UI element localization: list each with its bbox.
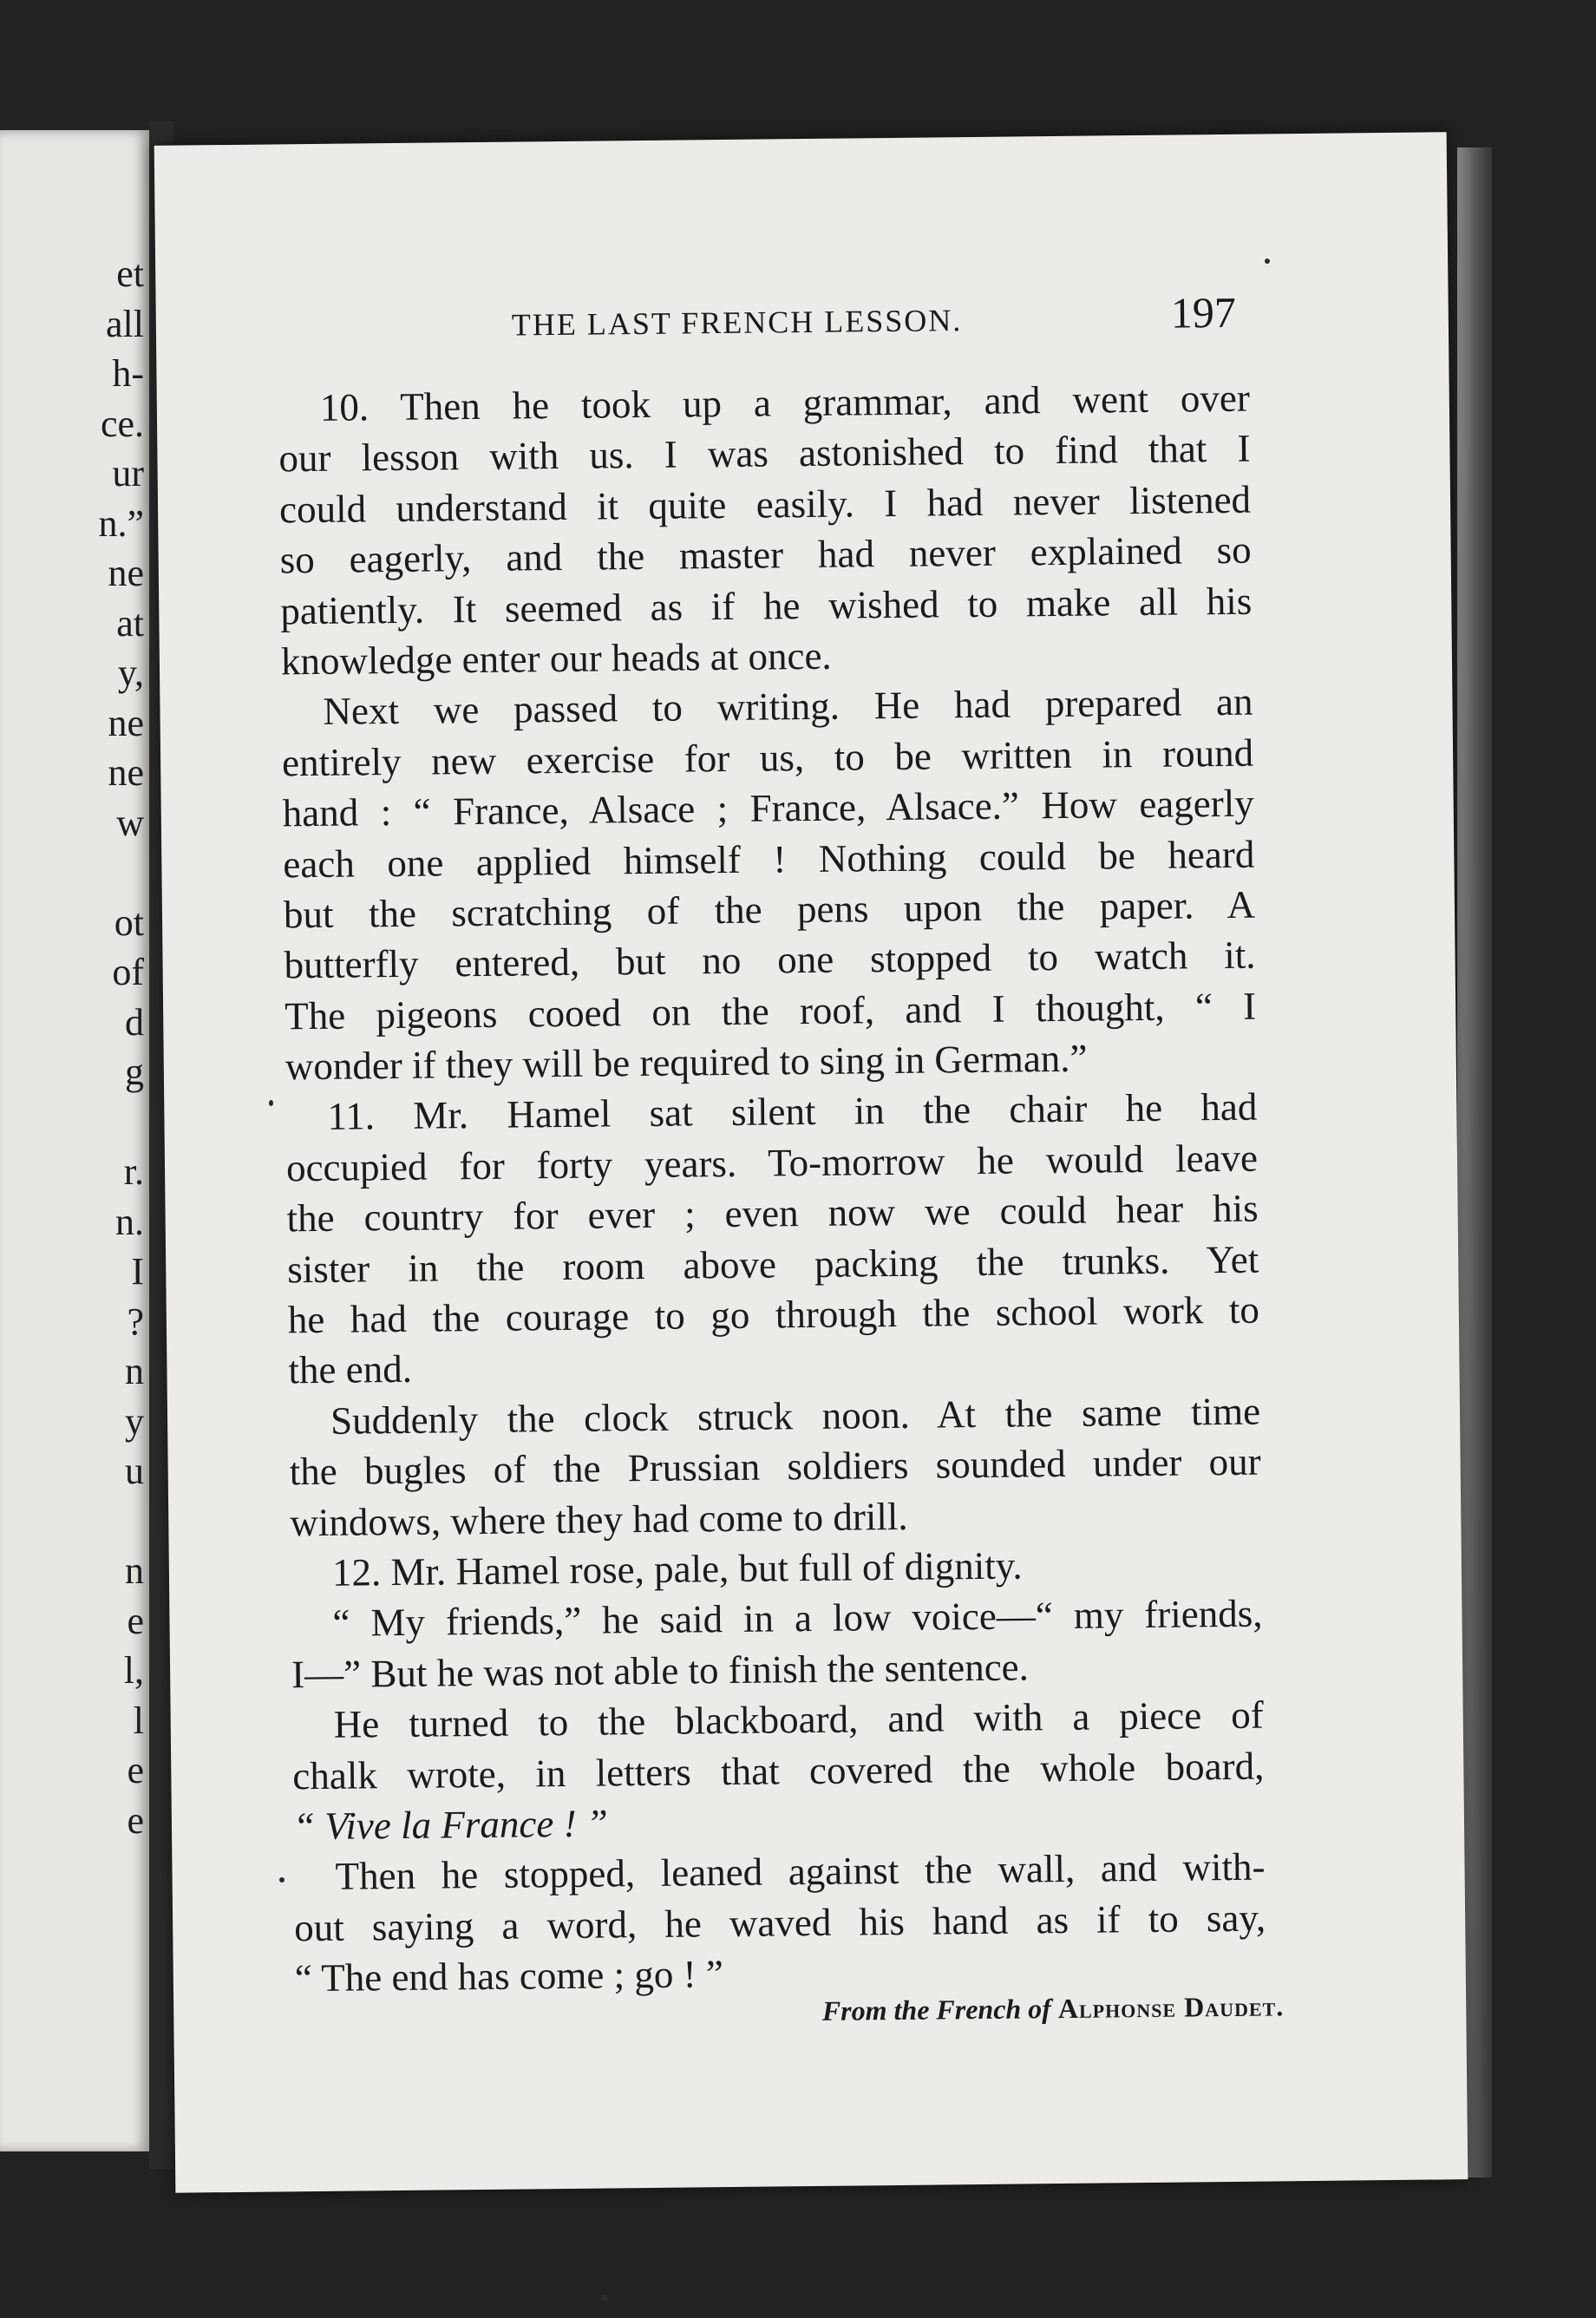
text-line: windows, where they had come to drill. bbox=[290, 1494, 908, 1544]
paragraph bbox=[285, 1082, 1260, 1396]
paragraph bbox=[289, 1385, 1262, 1548]
paragraph bbox=[278, 373, 1253, 687]
attribution-from: From the French of bbox=[821, 1993, 1052, 2027]
text-line: occupied for forty years. To-morrow he would leave bbox=[285, 1136, 1259, 1190]
attribution-author: Alphonse Daudet. bbox=[1057, 1990, 1285, 2025]
left-page-text-fragment: n. bbox=[115, 1200, 144, 1243]
text-line: “ The end has come ; go ! ” bbox=[294, 1952, 724, 2000]
left-page-text-fragment: ur bbox=[112, 452, 144, 494]
text-line: could understand it quite easily. I had never listened bbox=[278, 477, 1252, 532]
left-page-text-fragment: n bbox=[125, 1549, 144, 1592]
text-line: Next we passed to writing. He had prepared an bbox=[323, 679, 1253, 734]
body-text bbox=[278, 373, 1267, 2004]
left-page-text-fragment: e bbox=[127, 1749, 144, 1791]
paragraph bbox=[281, 677, 1257, 1092]
text-line: Then he stopped, leaned against the wall, and with- bbox=[335, 1844, 1266, 1899]
dust-speck bbox=[269, 1100, 273, 1106]
text-line: 10. Then he took up a grammar, and went over bbox=[319, 376, 1251, 429]
left-page-text-fragment: ne bbox=[108, 552, 144, 594]
left-page-text-fragment: ne bbox=[108, 751, 144, 794]
paragraph bbox=[291, 1690, 1265, 1852]
text-line: hand : “ France, Alsace ; France, Alsace.” How eagerly bbox=[282, 781, 1254, 835]
left-page-text-fragment: w bbox=[116, 801, 144, 844]
left-page-text-fragment: at bbox=[116, 601, 144, 645]
left-page-text-fragment: l bbox=[133, 1699, 144, 1742]
left-page-text-fragment: y bbox=[125, 1399, 144, 1443]
book-page bbox=[154, 132, 1468, 2192]
left-page-text-fragment: n.” bbox=[98, 501, 144, 545]
text-line: wonder if they will be required to sing in German.” bbox=[285, 1036, 1088, 1089]
text-line: knowledge enter our heads at once. bbox=[280, 633, 832, 684]
left-page-text-fragment: g bbox=[125, 1051, 144, 1093]
left-page-text-fragment: ne bbox=[108, 701, 144, 744]
text-line: but the scratching of the pens upon the paper. A bbox=[283, 882, 1256, 937]
text-line: so eagerly, and the master had never explained so bbox=[279, 527, 1252, 582]
text-line: 11. Mr. Hamel sat silent in the chair he had bbox=[327, 1085, 1258, 1139]
text-line: I—” But he was not able to finish the sentence. bbox=[291, 1645, 1030, 1697]
text-line: sister in the room above packing the trunks. Yet bbox=[286, 1237, 1259, 1291]
left-page-text-fragment: ? bbox=[127, 1300, 144, 1343]
left-page-text-fragment: of bbox=[112, 951, 144, 993]
page-number: 197 bbox=[1170, 287, 1237, 337]
text-line: “ My friends,” he said in a low voice—“ my friends, bbox=[332, 1591, 1263, 1646]
text-line: The pigeons cooed on the roof, and I thought, “ I bbox=[284, 984, 1257, 1038]
text-line: out saying a word, he waved his hand as if to say, bbox=[293, 1896, 1266, 1950]
left-page-text-fragment: h- bbox=[112, 352, 144, 395]
text-line: the end. bbox=[288, 1347, 413, 1392]
left-page-fragment bbox=[0, 130, 149, 2151]
left-page-text-fragment: e bbox=[127, 1798, 144, 1842]
running-head: THE LAST FRENCH LESSON. bbox=[511, 303, 963, 343]
text-line: butterfly entered, but no one stopped to watch it. bbox=[284, 933, 1256, 987]
text-line: Suddenly the clock struck noon. At the same time bbox=[330, 1389, 1261, 1443]
text-line: each one applied himself ! Nothing could be heard bbox=[283, 832, 1255, 886]
text-line: 12. Mr. Hamel rose, pale, but full of dignity. bbox=[331, 1543, 1023, 1594]
left-page-text-fragment: I bbox=[131, 1250, 144, 1293]
left-page-text-fragment: r. bbox=[123, 1150, 144, 1193]
attribution bbox=[651, 1990, 1284, 2029]
text-line: our lesson with us. I was astonished to find that I bbox=[278, 427, 1251, 481]
paragraph bbox=[291, 1588, 1263, 1700]
dust-speck bbox=[279, 1877, 285, 1883]
left-page-text-fragment: ot bbox=[114, 900, 144, 944]
left-page-text-fragment: d bbox=[125, 1000, 144, 1044]
dust-speck bbox=[1265, 259, 1270, 264]
text-line: the country for ever ; even now we could hear his bbox=[286, 1186, 1259, 1241]
text-line: entirely new exercise for us, to be written in round bbox=[281, 730, 1254, 785]
left-page-text-fragment: e bbox=[127, 1599, 144, 1642]
text-line: He turned to the blackboard, and with a piece of bbox=[333, 1693, 1264, 1746]
paragraph bbox=[293, 1842, 1266, 2004]
text-line: patiently. It seemed as if he wished to make all his bbox=[280, 579, 1253, 632]
left-page-text-fragment: n bbox=[125, 1350, 144, 1392]
text-line: the bugles of the Prussian soldiers sounded under our bbox=[289, 1439, 1261, 1494]
left-page-text-fragment: all bbox=[106, 302, 144, 345]
left-page-text-fragment: y, bbox=[117, 652, 144, 694]
text-line: chalk wrote, in letters that covered the whole board, bbox=[292, 1744, 1265, 1797]
text-line: “ Vive la France ! ” bbox=[292, 1801, 609, 1849]
dust-speck bbox=[601, 2295, 608, 2302]
left-page-text-fragment: et bbox=[116, 252, 144, 295]
left-page-text-fragment: u bbox=[125, 1450, 144, 1492]
text-line: he had the courage to go through the school work to bbox=[287, 1287, 1260, 1342]
left-page-text-fragment: ce. bbox=[100, 402, 144, 445]
left-page-text-fragment: l, bbox=[123, 1649, 144, 1692]
